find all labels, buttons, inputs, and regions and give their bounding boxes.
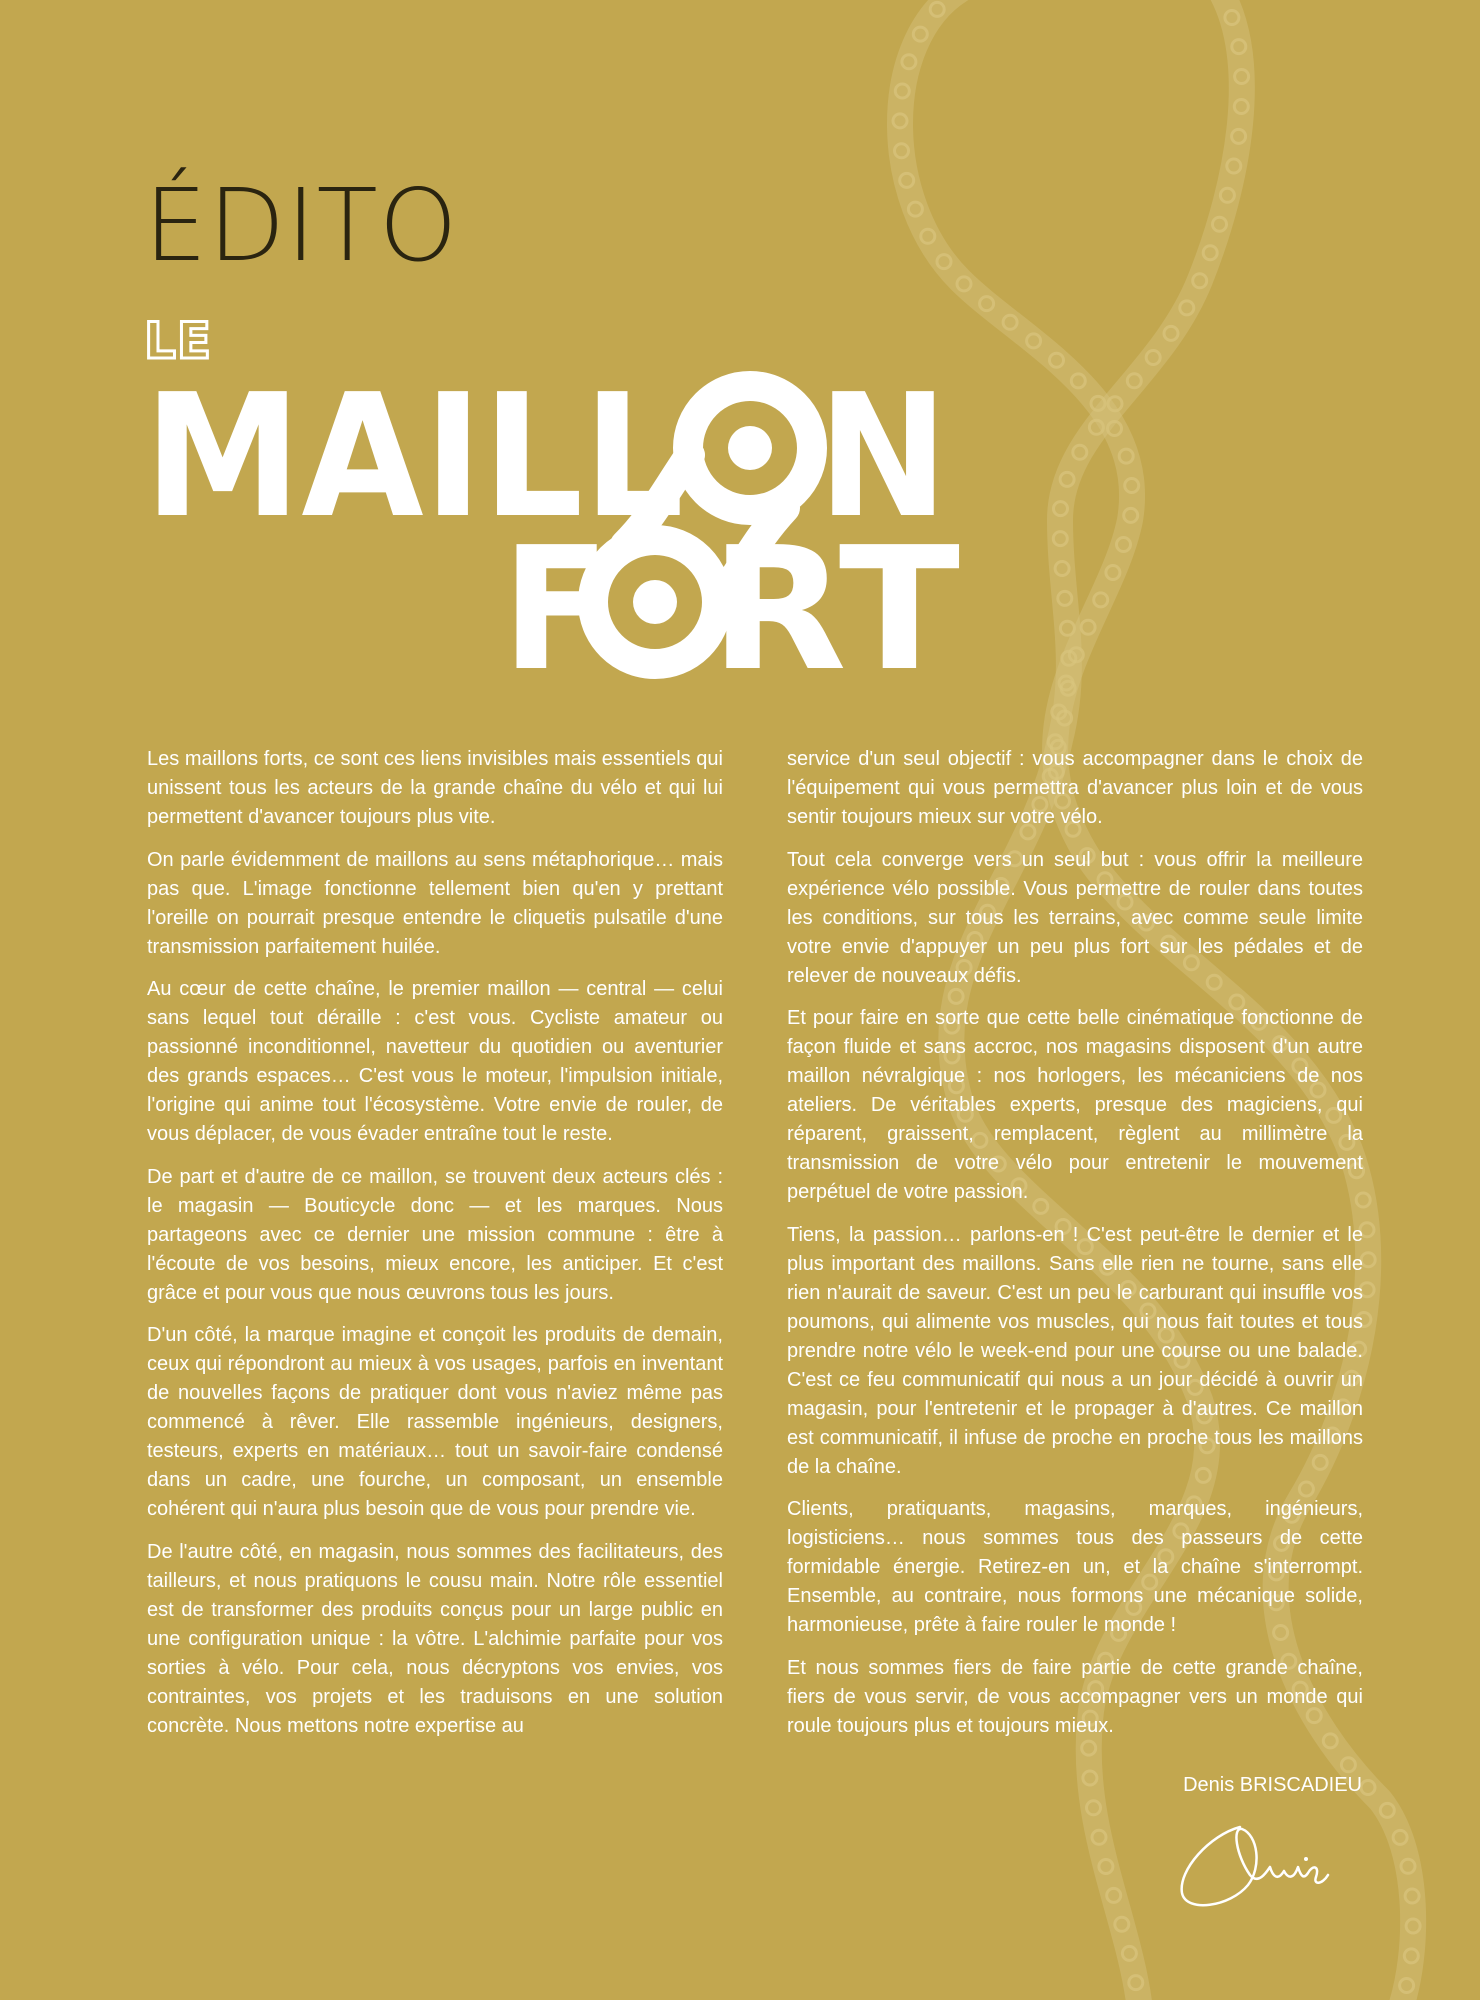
title-line2-right: RT (710, 511, 961, 700)
paragraph: service d'un seul objectif : vous accompagner dans le choix de l'équipement qui vous permettra d'avancer plus loin et de vous sentir toujours mieux sur votre vélo. (787, 748, 1363, 828)
paragraph: On parle évidemment de maillons au sens métaphorique… mais pas que. L'image fonctionne tellement bien qu'en y prettant l'oreille on pourrait presque entendre le cliquetis pulsatile d'une transmission parfaitement huilée. (147, 848, 723, 958)
paragraph: De l'autre côté, en magasin, nous sommes des facilitateurs, des tailleurs, et nous pratiquons le cousu main. Notre rôle essentiel est de transformer des produits conçus pour un large public en une configuration unique : la vôtre. L'alchimie parfaite pour vos sorties à vélo. Pour cela, nous décryptons vos envies, vos contraintes, vos projets et les traduisons en une solution concrète. Nous mettons notre expertise au (147, 1540, 723, 1737)
body-column-left (147, 745, 723, 1754)
title-small: LE (144, 312, 213, 370)
paragraph: Tiens, la passion… parlons-en ! C'est peut-être le dernier et le plus important des maillons. Sans elle rien ne tourne, sans elle rien n'aurait de saveur. C'est un peu le carburant qui insuffle vos poumons, qui alimente vos muscles, qui nous fait toutes et tous prendre notre vélo le week-end pour une course ou une balade. C'est ce feu communicatif qui nous a un jour décidé à ouvrir un magasin, pour l'entretenir et le propager à d'autres. Ce maillon est communicatif, il infuse de proche en proche tous les maillons de la chaîne. (787, 1223, 1363, 1478)
paragraph: Et nous sommes fiers de faire partie de cette grande chaîne, fiers de vous servir, de vous accompagner vers un monde qui roule toujours plus et toujours mieux. (787, 1656, 1363, 1737)
paragraph: Tout cela converge vers un seul but : vous offrir la meilleure expérience vélo possible. Vous permettre de rouler dans toutes les conditions, sur tous les terrains, avec comme seule limite votre envie d'appuyer un peu plus fort sur les pédales et de relever de nouveaux défis. (787, 848, 1363, 987)
handwritten-signature (1170, 1815, 1340, 1915)
title-line1-right: N (818, 358, 948, 556)
paragraph: Les maillons forts, ce sont ces liens invisibles mais essentiels qui unissent tous les acteurs de la grande chaîne du vélo et qui lui permettent d'avancer toujours plus vite. (147, 748, 723, 828)
paragraph: Et pour faire en sorte que cette belle cinématique fonctionne de façon fluide et sans accroc, nos magasins disposent d'un autre maillon névralgique : nos horlogers, les mécaniciens de nos ateliers. De véritables experts, presque des magiciens, qui réparent, graissent, remplacent, règlent au millimètre la transmission de votre vélo pour entretenir le mouvement perpétuel de votre passion. (787, 1007, 1363, 1203)
title-line1-left: MAILL (144, 358, 684, 556)
body-column-right (787, 745, 1363, 1754)
title-logo (0, 0, 1480, 700)
paragraph: De part et d'autre de ce maillon, se trouvent deux acteurs clés : le magasin — Bouticycle donc — et les marques. Nous partageons avec ce dernier une mission commune : être à l'écoute de vos besoins, mieux encore, les anticiper. Et c'est grâce et pour vous que nous œuvrons tous les jours. (147, 1165, 723, 1304)
chain-link-pin-top (728, 426, 772, 470)
paragraph: Au cœur de cette chaîne, le premier maillon — central — celui sans lequel tout déraille : c'est vous. Cycliste amateur ou passionné inconditionnel, navetteur du quotidien ou aventurier des grands espaces… C'est vous le moteur, l'impulsion initiale, l'origine qui anime tout l'écosystème. Votre envie de rouler, de vous déplacer, de vous évader entraîne tout le reste. (147, 978, 723, 1145)
paragraph: D'un côté, la marque imagine et conçoit les produits de demain, ceux qui répondront au mieux à vos usages, parfois en inventant de nouvelles façons de pratiquer dont vous n'aviez même pas commencé à rêver. Elle rassemble ingénieurs, designers, testeurs, experts en matériaux… tout un savoir-faire condensé dans un cadre, une fourche, un composant, un ensemble cohérent qui n'aura plus besoin que de vous pour prendre vie. (147, 1324, 723, 1520)
paragraph: Clients, pratiquants, magasins, marques, ingénieurs, logisticiens… nous sommes tous des passeurs de cette formidable énergie. Retirez-en un, et la chaîne s'interrompt. Ensemble, au contraire, nous formons une mécanique solide, harmonieuse, prête à faire rouler le monde ! (787, 1498, 1363, 1636)
author-name: Denis BRISCADIEU (1183, 1774, 1362, 1796)
title-line2-left: F (502, 511, 610, 700)
page-kicker: ÉDITO (144, 167, 459, 284)
chain-link-pin-bottom (633, 580, 677, 624)
